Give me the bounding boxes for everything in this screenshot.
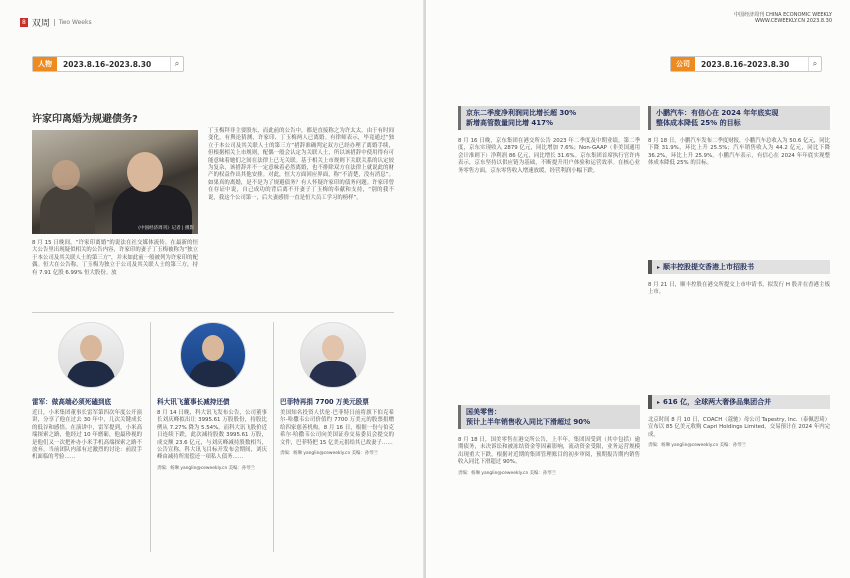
category-tag: 公司 [671, 57, 695, 71]
avatar-buffett [300, 322, 366, 388]
people-search-bar[interactable] [32, 56, 184, 72]
masthead [734, 12, 832, 24]
profile-title: 科大讯飞董事长减持还债 [157, 398, 230, 406]
search-icon[interactable]: ⌕ [170, 57, 183, 71]
article-column: 8 月 15 日晚间，“许家印离婚”的说法在社交媒体流传。在最新的恒大公告里出现疑似相关的公告内容，许家印的妻子丁玉梅被称为“独立于本公司及其关联人士的第三方”，并未如此前一般被列为许家印的配偶。恒大在公告称，丁玉梅为独立于公司及其关联人士的第三方，持有 7.91 亿股 6.99% 恒大股份。放 [32, 240, 198, 276]
article-title-bar [648, 395, 830, 409]
byline: 责编：杨琳 yanglin@ceweekly.cn 美编：孙琴兰 [458, 470, 556, 476]
section-logo: Two Weeks [54, 19, 92, 26]
profile-column [157, 410, 267, 472]
article-column: 丁玉梅拜非主要股东，而此前的公告中，都是直接称之为许太太。由于有时间变化，有舆论猜测，许家印、丁玉梅两人已离婚。有律师表示，毕竟通过“独立于本公司及其关联人士的第三方”措辞准确判定双方已经办理了离婚手续，但根据相关上市规则，配偶一般会认定为关联人士，所以该措辞中使用得有可能意味着她们之间在法律上已无关联。基于相关上市规则下关联关系的认定较为复杂，该措辞并不一定意味着必然离婚，也不排除双方在法律上就说此的财产的权益作出其他安排。对此，恒大方面回应界面，称“不清楚，没有消息”。如果真的离婚，是不是为了规避债务？有人怀疑许家印的债务问题。许家印曾在存证中说，自己成功的背后离不开妻子丁玉梅的奉献和支持，“别的我不说，我这个公司第一，后夫妻感情一直是恒大员工学习的榜样”。 [208, 128, 394, 201]
article-jd [458, 106, 640, 175]
photo-figure [40, 185, 95, 234]
article-title: 小鹏汽车：有信心在 2024 年年底实现 整体成本降低 25% 的目标 [648, 106, 830, 130]
article-title: 616 亿，全球两大奢侈品集团合并 [663, 398, 772, 406]
date-range: 2023.8.16–2023.8.30 [63, 59, 152, 69]
article-title: 京东二季度净利润同比增长超 30% 新增高管数量同比增 417% [458, 106, 640, 130]
avatar-lei-jun [58, 322, 124, 388]
article-gome [458, 405, 640, 476]
article-body: 8 月 18 日，国美零售在港交所公告，上半年，集团因受到（其中包括）逾期债务，未决诉讼和被冻结资金等因素影响，流动资金受限，业务运营规模出现重大下跌，根据对近期的集团管理账目的初步审阅，预期报告期内销售收入同比下滑超过 90%。 [458, 437, 640, 466]
profile-column [32, 410, 142, 462]
article-body: 8 月 18 日，小鹏汽车发布二季度财报，小鹏汽车总收入为 50.6 亿元，同比下降 31.9%，环比上升 25.5%；汽车销售收入为 44.2 亿元，同比下降 36.2%，环比上升 25.9%。小鹏汽车表示，有信心在 2024 年年底实现整体成本降低 25% 的目标。 [648, 138, 830, 167]
masthead-title: 中国经济周刊 CHINA ECONOMIC WEEKLY [734, 12, 832, 18]
photo-caption: 《中国经济周刊》记者 | 摄影 [135, 226, 194, 231]
photo-figure [127, 152, 163, 192]
date-range: 2023.8.16–2023.8.30 [701, 59, 790, 69]
arrow-icon: ▸ [657, 398, 661, 406]
article-body: 8 月 16 日晚，京东集团在港交所公告 2023 年二季度及中期业绩。第二季度，京东实现收入 2879 亿元，同比增加 7.6%；Non-GAAP（非美国通用会计准则下）净利润 86 亿元，同比增长 31.6%。京东集团首席执行官许冉表示，京东坚持以供应链为基础，不断提升用户体验和运营效率。在核心业务零售方面，京东零售收入增速放缓，经营利润小幅下跌。 [458, 138, 640, 174]
byline: 责编：杨琳 yanglin@ceweekly.cn 美编：孙琴兰 [648, 443, 746, 449]
profile-text: 美国知名投资人伏伦·巴菲特日前将旗下伯克希尔-哈撒韦公司价值约 7700 万美元的股票捐赠给四家慈善机构。8 月 16 日，根据一份与伯克希尔·哈撒韦公司向美国证券交易委员会提交的文件，巴菲特把 15 亿美元捐给其已故妻子…… [280, 410, 394, 446]
search-icon[interactable]: ⌕ [808, 57, 821, 71]
arrow-icon: ▸ [657, 263, 661, 271]
profile-text: 近日，小米集团董事长雷军第四次年度公开演讲，分享了他在过去 30 年中，几次关键成长的低谷和感悟。在演讲中，雷军提到，小米高端探索之路，他经过 10 年磨砺，他最珍视的是他们又一次把补办小米手机高端探索之路不放弃。当前团队内部有过激烈的讨论：前段手机面临的考验…… [32, 410, 142, 461]
article-body: 8 月 21 日，顺丰控股在港交所提交上市申请书，拟发行 H 股并在香港主板上市。 [648, 282, 830, 296]
article-body: 北京时间 8 月 10 日，COACH（蔻驰）母公司 Tapestry, Inc.（泰佩思琦）宣布以 85 亿美元收购 Capri Holdings Limited，交易预计在 2024 年内完成。 [648, 417, 830, 438]
article-title-bar [648, 260, 830, 274]
headline: 许家印离婚为规避债务? [32, 114, 138, 125]
section-name: 双周 [31, 19, 50, 29]
masthead-url: WWW.CEWEEKLY.CN 2023.8.30 [754, 18, 832, 24]
avatar-liu-qingfeng [180, 322, 246, 388]
article-sf [648, 260, 830, 297]
right-page [426, 0, 850, 578]
profile-title: 巴菲特再捐 7700 万美元股票 [280, 398, 369, 406]
article-title: 国美零售： 预计上半年销售收入同比下滑超过 90% [458, 405, 640, 429]
left-page [0, 0, 424, 578]
byline: 责编：杨琳 yanglin@ceweekly.cn 美编：孙琴兰 [280, 451, 378, 457]
profile-column [280, 410, 394, 457]
running-header [20, 16, 92, 29]
profile-text: 8 月 14 日晚，科大讯飞发布公告，公司董事长刘庆峰拟出让 3995.61 万股股份，持股比例从 7.27% 降为 5.54%。而科大讯飞股价近日连续下跌，此次减持股数 3995.61 万股，成交额 23.6 亿元，与刘庆峰减持股数相当，公告宣称，科大讯飞目标开发布会期间，刘庆峰由减持所需偿还一项私人债务…… [157, 410, 267, 461]
profile-title: 雷军：做高端必须死磕到底 [32, 398, 112, 406]
article-tapestry [648, 395, 830, 448]
article-title: 顺丰控股提交香港上市招股书 [663, 263, 755, 271]
divider [273, 322, 274, 552]
divider [32, 312, 394, 313]
photo-xu-jiayin [32, 130, 198, 234]
article-xpeng [648, 106, 830, 168]
divider [150, 322, 151, 552]
category-tag: 人物 [33, 57, 57, 71]
company-search-bar[interactable] [670, 56, 822, 72]
byline: 责编：杨琳 yanglin@ceweekly.cn 美编：孙琴兰 [157, 465, 255, 471]
photo-figure [52, 160, 80, 190]
page-number: 8 [22, 19, 26, 26]
